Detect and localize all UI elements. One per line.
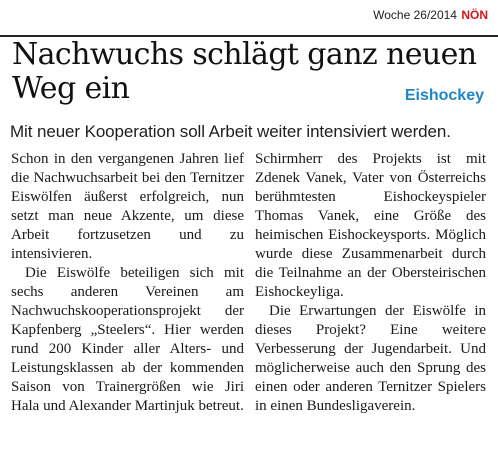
section-tag: Eishockey: [404, 87, 484, 104]
paragraph: Die Eiswölfe beteiligen sich mit sechs anderen Vereinen am Nachwuchskooperationsprojekt der Kapfenberg „Steelers“. Hier werden rund 200 Kinder aller Alters- und Leistungsklassen ab der kommenden Saison von Trainergrößen wie Jiri Hala und Alexander Martinjuk betreut.: [11, 265, 244, 414]
article-column-left: [11, 150, 244, 416]
article-column-right: [255, 150, 486, 416]
article-subheadline: Mit neuer Kooperation soll Arbeit weiter intensiviert werden.: [10, 122, 451, 141]
article-headline: Nachwuchs schlägt ganz neuen Weg ein: [12, 37, 477, 106]
clipping-header: [373, 8, 488, 22]
paragraph: Schirmherr des Projekts ist mit Zdenek Vanek, Vater von Österreichs berühmtesten Eishockeyspieler Thomas Vanek, eine Größe des heimischen Eishockeysports. Möglich wurde diese Zusammenarbeit durch die Teilnahme an der Obersteirischen Eishockeyliga.: [255, 151, 486, 300]
issue-label: Woche 26/2014: [373, 8, 457, 22]
paragraph: Schon in den vergangenen Jahren lief die Nachwuchsarbeit bei den Ternitzer Eiswölfen äußerst erfolgreich, nun setzt man neue Akzente, um diese Arbeit fortzusetzen und zu intensivieren.: [11, 151, 244, 262]
paragraph: Die Erwartungen der Eiswölfe in dieses Projekt? Eine weitere Verbesserung der Jugendarbeit. Und möglicherweise auch den Sprung des einen oder anderen Ternitzer Spielers in einen Bundesligaverein.: [255, 303, 486, 414]
publication-logo: NÖN: [461, 8, 488, 22]
